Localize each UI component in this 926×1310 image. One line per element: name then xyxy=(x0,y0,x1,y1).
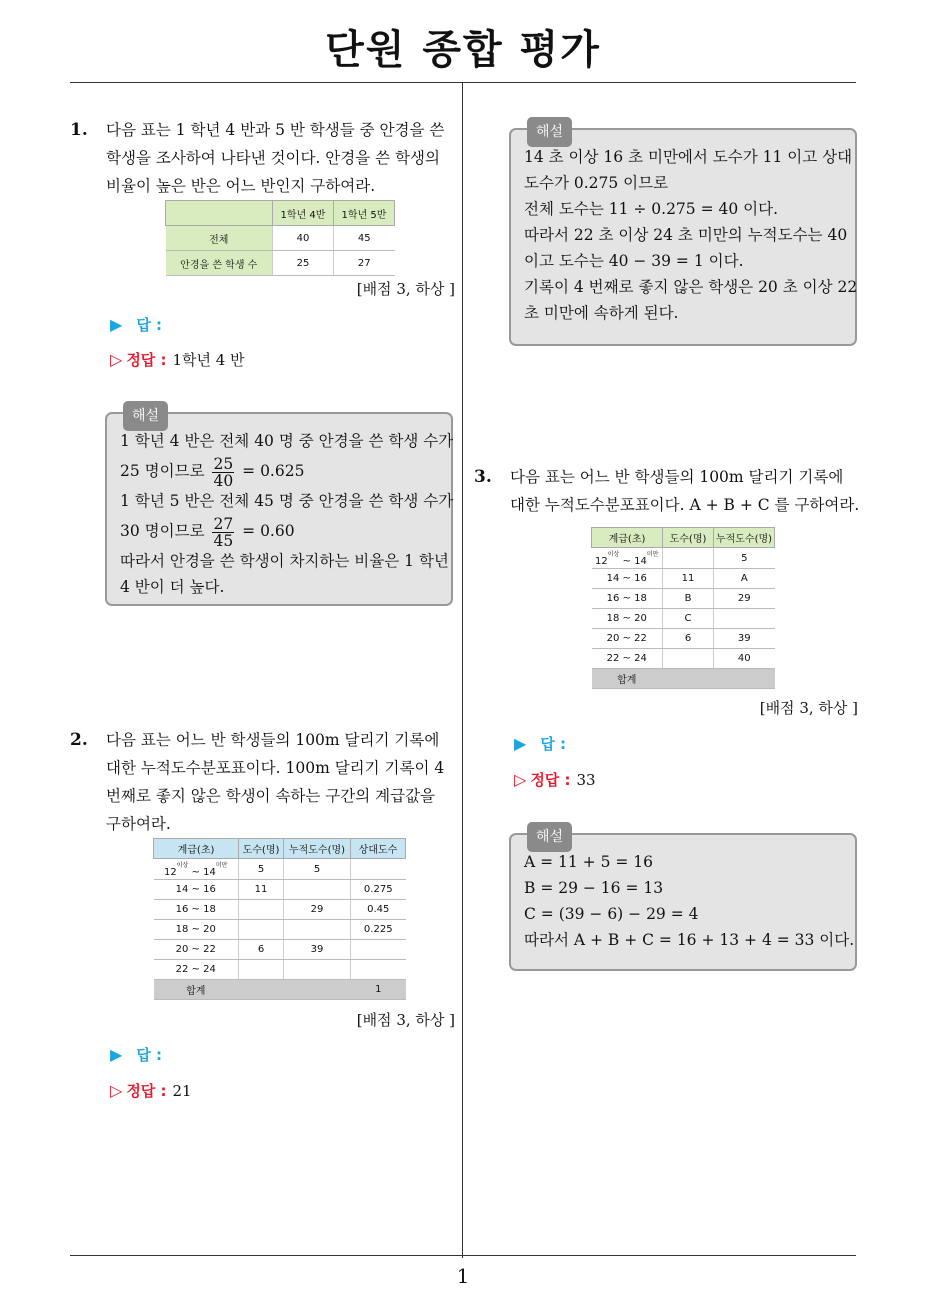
table-cell: 14 ~ 16 xyxy=(154,880,239,900)
table-cell: 39 xyxy=(714,629,775,649)
table-header: 누적도수(명) xyxy=(284,839,351,859)
table-cell: 22 ~ 24 xyxy=(592,649,663,669)
cell-text: ~ xyxy=(622,556,631,567)
answer-label: 답 : xyxy=(136,316,163,334)
table-cell: 합계 xyxy=(154,980,239,1000)
numerator: 27 xyxy=(213,514,234,533)
correct-label: 정답 : xyxy=(530,771,571,789)
correct-label: 정답 : xyxy=(126,351,167,369)
table-cell: 18 ~ 20 xyxy=(154,920,239,940)
question-1 xyxy=(70,116,455,200)
fraction xyxy=(212,456,234,489)
cell-text: 미만 xyxy=(215,862,228,869)
table-cell: 6 xyxy=(663,629,714,649)
question-number: 1. xyxy=(70,120,88,140)
table-header: 1학년 5반 xyxy=(334,201,395,226)
table-header: 도수(명) xyxy=(663,528,714,548)
solution-line: 따라서 안경을 쓴 학생이 차지하는 비율은 1 학년 xyxy=(120,552,449,570)
cell-text: 12 xyxy=(164,867,177,878)
table-cell xyxy=(239,960,284,980)
table-cell xyxy=(239,900,284,920)
question-number: 3. xyxy=(474,467,492,487)
table-cell: 29 xyxy=(284,900,351,920)
table-cell: 0.45 xyxy=(351,900,406,920)
solution-tag: 해설 xyxy=(527,822,572,852)
table-cell xyxy=(239,920,284,940)
question-text: 학생을 조사하여 나타낸 것이다. 안경을 쓴 학생의 xyxy=(106,149,440,167)
table-cell: 45 xyxy=(334,226,395,251)
data-table xyxy=(153,838,406,1000)
solution-line: B = 29 − 16 = 13 xyxy=(524,879,664,897)
solution-line: 도수가 0.275 이므로 xyxy=(524,174,669,192)
solution-text: = 0.60 xyxy=(242,522,295,540)
denominator: 40 xyxy=(213,471,234,490)
correct-value: 1학년 4 반 xyxy=(172,351,245,369)
answer-row xyxy=(110,314,162,335)
table-cell xyxy=(351,859,406,880)
table-cell: 20 ~ 22 xyxy=(154,940,239,960)
page-title: 단원 종합 평가 xyxy=(325,27,601,73)
fraction xyxy=(212,516,234,549)
score-label: [배점 3, 하상 ] xyxy=(356,1011,455,1029)
table-row xyxy=(154,859,406,880)
table-cell: 40 xyxy=(273,226,334,251)
table-cell: A xyxy=(714,569,775,589)
outline-triangle-icon: ▷ xyxy=(514,770,527,789)
cell-text: 12 xyxy=(595,556,608,567)
table-row xyxy=(154,920,406,940)
solution-line: 따라서 A + B + C = 16 + 13 + 4 = 33 이다. xyxy=(524,931,855,949)
table-cell: 합계 xyxy=(592,669,663,689)
table-cell: 5 xyxy=(239,859,284,880)
table-cell: 16 ~ 18 xyxy=(592,589,663,609)
correct-value: 21 xyxy=(172,1082,192,1100)
table-row xyxy=(592,569,775,589)
table-cell: C xyxy=(663,609,714,629)
question-text: 대한 누적도수분포표이다. 100m 달리기 기록이 4 xyxy=(106,759,445,777)
table-cell xyxy=(284,880,351,900)
table-cell xyxy=(663,669,714,689)
score-label: [배점 3, 하상 ] xyxy=(356,280,455,298)
question-text: 구하여라. xyxy=(106,815,171,833)
table-row xyxy=(154,940,406,960)
table-header: 상대도수 xyxy=(351,839,406,859)
answer-row xyxy=(514,733,566,754)
solution-line: 14 초 이상 16 초 미만에서 도수가 11 이고 상대 xyxy=(524,148,853,166)
solution-text: = 0.625 xyxy=(242,462,305,480)
table-cell: 29 xyxy=(714,589,775,609)
solution-box xyxy=(509,829,857,971)
table-cell xyxy=(351,960,406,980)
solution-box xyxy=(509,124,858,346)
table-cell: 5 xyxy=(284,859,351,880)
solution-line xyxy=(120,514,439,548)
table-cell: 22 ~ 24 xyxy=(154,960,239,980)
question-text: 비율이 높은 반은 어느 반인지 구하여라. xyxy=(106,177,376,195)
table-cell xyxy=(239,980,284,1000)
cell-text: 14 xyxy=(203,867,216,878)
solution-line: C = (39 − 6) − 29 = 4 xyxy=(524,905,699,923)
solution-line: 전체 도수는 11 ÷ 0.275 = 40 이다. xyxy=(524,200,779,218)
page-number: 1 xyxy=(456,1264,470,1288)
table-cell xyxy=(663,649,714,669)
table-cell xyxy=(714,609,775,629)
table-row xyxy=(166,226,395,251)
answer-row xyxy=(110,1044,162,1065)
table-cell: 40 xyxy=(714,649,775,669)
correct-answer-row xyxy=(110,1080,192,1101)
play-triangle-icon: ▶ xyxy=(110,315,123,334)
cell-text: ~ xyxy=(191,867,200,878)
question-text: 다음 표는 1 학년 4 반과 5 반 학생들 중 안경을 쓴 xyxy=(106,121,445,139)
table-cell: B xyxy=(663,589,714,609)
table-cell xyxy=(351,940,406,960)
table-row xyxy=(154,960,406,980)
column-divider xyxy=(462,83,463,1258)
table-header: 계급(초) xyxy=(592,528,663,548)
table-cell: 14 ~ 16 xyxy=(592,569,663,589)
cell-text: 미만 xyxy=(646,551,659,558)
play-triangle-icon: ▶ xyxy=(514,734,527,753)
table-row xyxy=(592,609,775,629)
question-number: 2. xyxy=(70,730,88,750)
answer-label: 답 : xyxy=(136,1046,163,1064)
data-table xyxy=(591,527,775,689)
question-text: 다음 표는 어느 반 학생들의 100m 달리기 기록에 xyxy=(106,731,440,749)
table-cell: 0.225 xyxy=(351,920,406,940)
solution-text: 25 명이므로 xyxy=(120,462,205,480)
table-cell xyxy=(284,960,351,980)
table-header: 계급(초) xyxy=(154,839,239,859)
table-cell xyxy=(663,548,714,569)
question-text: 대한 누적도수분포표이다. A + B + C 를 구하여라. xyxy=(510,496,860,514)
outline-triangle-icon: ▷ xyxy=(110,1081,123,1100)
table-cell: 11 xyxy=(663,569,714,589)
correct-answer-row xyxy=(110,349,245,370)
table-cell xyxy=(592,548,663,569)
solution-box xyxy=(105,408,454,606)
solution-tag: 해설 xyxy=(123,401,168,431)
header-rule xyxy=(70,82,856,83)
solution-line: 초 미만에 속하게 된다. xyxy=(524,304,679,322)
numerator: 25 xyxy=(213,454,234,473)
solution-line: 이고 도수는 40 − 39 = 1 이다. xyxy=(524,252,744,270)
table-cell: 16 ~ 18 xyxy=(154,900,239,920)
table-cell xyxy=(284,920,351,940)
table-cell: 20 ~ 22 xyxy=(592,629,663,649)
table-cell: 11 xyxy=(239,880,284,900)
answer-label: 답 : xyxy=(540,735,567,753)
solution-text: 30 명이므로 xyxy=(120,522,205,540)
solution-line: 1 학년 5 반은 전체 45 명 중 안경을 쓴 학생 수가 xyxy=(120,492,454,510)
table-cell: 0.275 xyxy=(351,880,406,900)
table-row xyxy=(592,669,775,689)
table-cell xyxy=(714,669,775,689)
table-cell: 5 xyxy=(714,548,775,569)
table-cell: 1 xyxy=(351,980,406,1000)
table-header: 도수(명) xyxy=(239,839,284,859)
question-3 xyxy=(474,463,859,519)
table-cell: 18 ~ 20 xyxy=(592,609,663,629)
table-cell: 전체 xyxy=(166,226,273,251)
score-label: [배점 3, 하상 ] xyxy=(759,699,858,717)
solution-line xyxy=(120,454,439,488)
table-cell: 안경을 쓴 학생 수 xyxy=(166,251,273,276)
table-row xyxy=(592,649,775,669)
question-2 xyxy=(70,726,455,838)
solution-line: A = 11 + 5 = 16 xyxy=(524,853,654,871)
table-row xyxy=(592,629,775,649)
cell-text: 이상 xyxy=(607,551,620,558)
table-cell: 25 xyxy=(273,251,334,276)
solution-line: 1 학년 4 반은 전체 40 명 중 안경을 쓴 학생 수가 xyxy=(120,432,454,450)
solution-line: 4 반이 더 높다. xyxy=(120,578,225,596)
solution-line: 따라서 22 초 이상 24 초 미만의 누적도수는 40 xyxy=(524,226,848,244)
table-row xyxy=(154,900,406,920)
table-row xyxy=(166,251,395,276)
solution-line: 기록이 4 번째로 좋지 않은 학생은 20 초 이상 22 xyxy=(524,278,858,296)
table-header: 누적도수(명) xyxy=(714,528,775,548)
table-row xyxy=(154,980,406,1000)
table-cell: 27 xyxy=(334,251,395,276)
question-text: 번째로 좋지 않은 학생이 속하는 구간의 계급값을 xyxy=(106,787,436,805)
table-cell xyxy=(284,980,351,1000)
table-row xyxy=(592,589,775,609)
denominator: 45 xyxy=(213,531,234,550)
table-row xyxy=(592,548,775,569)
correct-answer-row xyxy=(514,769,596,790)
question-text: 다음 표는 어느 반 학생들의 100m 달리기 기록에 xyxy=(510,468,844,486)
table-cell: 39 xyxy=(284,940,351,960)
cell-text: 14 xyxy=(634,556,647,567)
correct-label: 정답 : xyxy=(126,1082,167,1100)
play-triangle-icon: ▶ xyxy=(110,1045,123,1064)
table-header xyxy=(166,201,273,226)
outline-triangle-icon: ▷ xyxy=(110,350,123,369)
table-cell xyxy=(154,859,239,880)
table-header: 1학년 4반 xyxy=(273,201,334,226)
data-table xyxy=(165,200,395,276)
cell-text: 이상 xyxy=(176,862,189,869)
table-row xyxy=(154,880,406,900)
solution-tag: 해설 xyxy=(527,117,572,147)
table-cell: 6 xyxy=(239,940,284,960)
correct-value: 33 xyxy=(576,771,596,789)
footer-rule xyxy=(70,1255,856,1256)
